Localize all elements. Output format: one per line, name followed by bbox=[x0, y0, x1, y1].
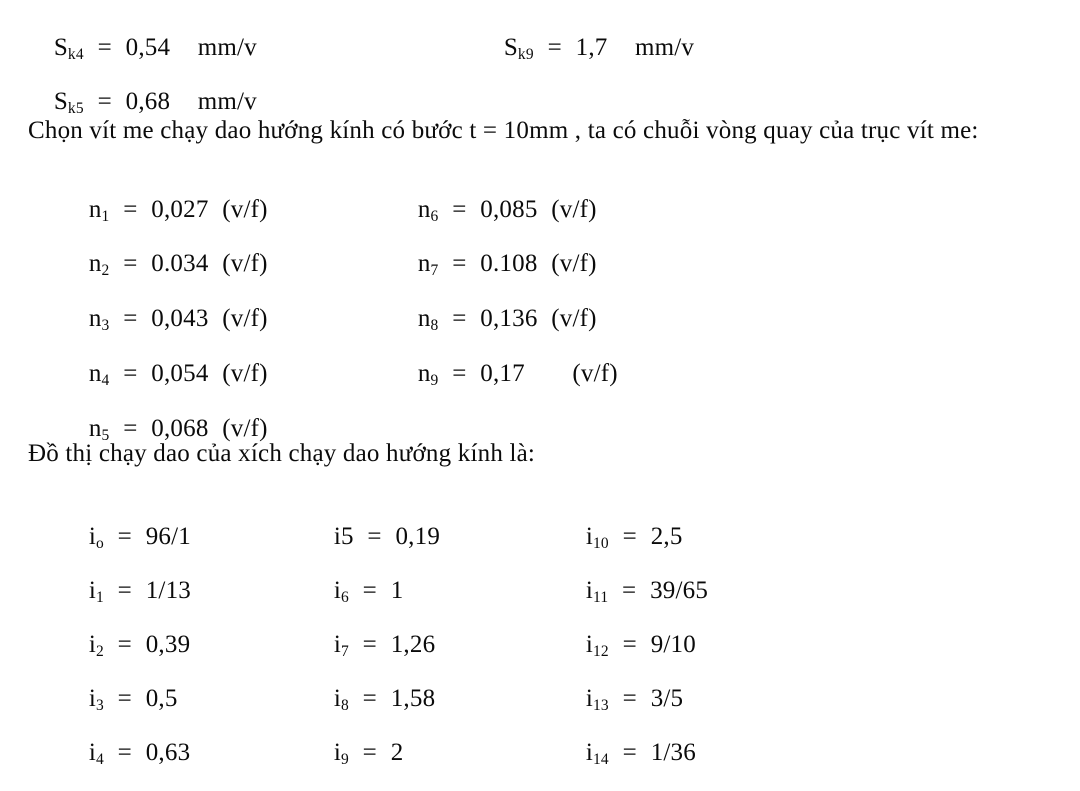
i13-symbol: i bbox=[585, 685, 593, 712]
i6-value: 1 bbox=[390, 577, 404, 604]
i11-value: 39/65 bbox=[650, 577, 709, 604]
n2-equals: = bbox=[123, 250, 138, 277]
n8-unit: (v/f) bbox=[551, 305, 597, 332]
sk4-equals: = bbox=[97, 34, 112, 61]
i3-equals: = bbox=[117, 685, 132, 712]
i7-value: 1,26 bbox=[390, 631, 436, 658]
n6-subscript: 6 bbox=[430, 208, 439, 226]
i10-value: 2,5 bbox=[650, 523, 683, 550]
i9-subscript: 9 bbox=[340, 751, 349, 769]
i14-equals: = bbox=[622, 739, 637, 766]
sk9-unit: mm/v bbox=[635, 34, 695, 61]
i8-value: 1,58 bbox=[390, 685, 436, 712]
n7-symbol: n bbox=[417, 250, 431, 277]
i13-subscript: 13 bbox=[592, 697, 609, 715]
i11-equals: = bbox=[622, 577, 637, 604]
n7-unit: (v/f) bbox=[551, 250, 597, 277]
formula-sk9 bbox=[478, 10, 694, 85]
i10-equals: = bbox=[622, 523, 637, 550]
i4-symbol: i bbox=[88, 739, 96, 766]
io-subscript: o bbox=[95, 535, 104, 553]
n7-value: 0.108 bbox=[480, 250, 538, 277]
n9-unit: (v/f) bbox=[572, 360, 618, 387]
i3-value: 0,5 bbox=[145, 685, 178, 712]
n3-value: 0,043 bbox=[151, 305, 209, 332]
sk9-equals: = bbox=[547, 34, 562, 61]
n1-unit: (v/f) bbox=[222, 196, 268, 223]
sk9-value: 1,7 bbox=[575, 34, 608, 61]
sk5-equals: = bbox=[97, 88, 112, 115]
io-equals: = bbox=[117, 523, 132, 550]
sk4-subscript: k4 bbox=[67, 46, 84, 64]
n1-subscript: 1 bbox=[101, 208, 110, 226]
n6-unit: (v/f) bbox=[551, 196, 597, 223]
formula-i9 bbox=[308, 715, 403, 790]
i2-value: 0,39 bbox=[145, 631, 191, 658]
i13-value: 3/5 bbox=[650, 685, 684, 712]
i14-subscript: 14 bbox=[592, 751, 609, 769]
formula-n9 bbox=[392, 336, 618, 411]
n3-subscript: 3 bbox=[101, 317, 110, 335]
sk5-subscript: k5 bbox=[67, 100, 84, 118]
sk5-value: 0,68 bbox=[125, 88, 171, 115]
i3-symbol: i bbox=[88, 685, 96, 712]
n1-symbol: n bbox=[88, 196, 102, 223]
i7-equals: = bbox=[362, 631, 377, 658]
i11-symbol: i bbox=[585, 577, 593, 604]
i9-value: 2 bbox=[390, 739, 404, 766]
n5-subscript: 5 bbox=[101, 427, 110, 445]
n6-equals: = bbox=[452, 196, 467, 223]
i1-value: 1/13 bbox=[145, 577, 191, 604]
i8-equals: = bbox=[362, 685, 377, 712]
sk5-symbol: S bbox=[53, 88, 68, 115]
n5-symbol: n bbox=[88, 415, 102, 442]
io-value: 96/1 bbox=[145, 523, 191, 550]
n9-subscript: 9 bbox=[430, 372, 439, 390]
n6-symbol: n bbox=[417, 196, 431, 223]
n3-unit: (v/f) bbox=[222, 305, 268, 332]
n8-symbol: n bbox=[417, 305, 431, 332]
formula-i14 bbox=[560, 715, 696, 790]
i1-subscript: 1 bbox=[95, 589, 104, 607]
n2-value: 0.034 bbox=[151, 250, 209, 277]
i14-symbol: i bbox=[585, 739, 593, 766]
n9-value: 0,17 bbox=[480, 360, 525, 387]
i8-subscript: 8 bbox=[340, 697, 349, 715]
sk9-symbol: S bbox=[503, 34, 518, 61]
n6-value: 0,085 bbox=[480, 196, 538, 223]
i7-symbol: i bbox=[333, 631, 341, 658]
i2-symbol: i bbox=[88, 631, 96, 658]
n8-value: 0,136 bbox=[480, 305, 538, 332]
i2-subscript: 2 bbox=[95, 643, 104, 661]
sk5-unit: mm/v bbox=[197, 88, 257, 115]
n5-equals: = bbox=[123, 415, 138, 442]
i4-subscript: 4 bbox=[95, 751, 104, 769]
n5-value: 0,068 bbox=[151, 415, 209, 442]
n9-symbol: n bbox=[417, 360, 431, 387]
i8-symbol: i bbox=[333, 685, 341, 712]
i6-subscript: 6 bbox=[340, 589, 349, 607]
i13-equals: = bbox=[622, 685, 637, 712]
n4-unit: (v/f) bbox=[222, 360, 268, 387]
i6-symbol: i bbox=[333, 577, 341, 604]
i1-equals: = bbox=[117, 577, 132, 604]
io-symbol: i bbox=[88, 523, 96, 550]
i12-symbol: i bbox=[585, 631, 593, 658]
sk9-subscript: k9 bbox=[517, 46, 534, 64]
n4-symbol: n bbox=[88, 360, 102, 387]
n7-equals: = bbox=[452, 250, 467, 277]
i10-symbol: i bbox=[585, 523, 593, 550]
i9-equals: = bbox=[362, 739, 377, 766]
i12-value: 9/10 bbox=[650, 631, 696, 658]
sk4-value: 0,54 bbox=[125, 34, 171, 61]
n4-value: 0,054 bbox=[151, 360, 209, 387]
i3-subscript: 3 bbox=[95, 697, 104, 715]
i11-subscript: 11 bbox=[592, 589, 609, 607]
sk4-unit: mm/v bbox=[197, 34, 257, 61]
i14-value: 1/36 bbox=[650, 739, 696, 766]
n8-subscript: 8 bbox=[430, 317, 439, 335]
n3-equals: = bbox=[123, 305, 138, 332]
n2-symbol: n bbox=[88, 250, 102, 277]
i9-symbol: i bbox=[333, 739, 341, 766]
i5-value: 0,19 bbox=[395, 523, 441, 550]
sk4-symbol: S bbox=[53, 34, 68, 61]
i12-subscript: 12 bbox=[592, 643, 609, 661]
paragraph-do-thi-chay-dao: Đồ thị chạy dao của xích chạy dao hướng kính là: bbox=[28, 440, 536, 467]
i4-equals: = bbox=[117, 739, 132, 766]
n5-unit: (v/f) bbox=[222, 415, 268, 442]
paragraph-chon-vit-me: Chọn vít me chạy dao hướng kính có bước t = 10mm , ta có chuỗi vòng quay của trục vít me: bbox=[28, 117, 979, 144]
i6-equals: = bbox=[362, 577, 377, 604]
n7-subscript: 7 bbox=[430, 262, 439, 280]
n2-unit: (v/f) bbox=[222, 250, 268, 277]
i10-subscript: 10 bbox=[592, 535, 609, 553]
i4-value: 0,63 bbox=[145, 739, 191, 766]
i2-equals: = bbox=[117, 631, 132, 658]
i1-symbol: i bbox=[88, 577, 96, 604]
formula-i4 bbox=[63, 715, 190, 790]
n1-equals: = bbox=[123, 196, 138, 223]
n2-subscript: 2 bbox=[101, 262, 110, 280]
n3-symbol: n bbox=[88, 305, 102, 332]
i7-subscript: 7 bbox=[340, 643, 349, 661]
n9-equals: = bbox=[452, 360, 467, 387]
n1-value: 0,027 bbox=[151, 196, 209, 223]
n8-equals: = bbox=[452, 305, 467, 332]
i5-equals: = bbox=[367, 523, 382, 550]
i5-symbol: i5 bbox=[333, 523, 354, 550]
n4-equals: = bbox=[123, 360, 138, 387]
i12-equals: = bbox=[622, 631, 637, 658]
n4-subscript: 4 bbox=[101, 372, 110, 390]
